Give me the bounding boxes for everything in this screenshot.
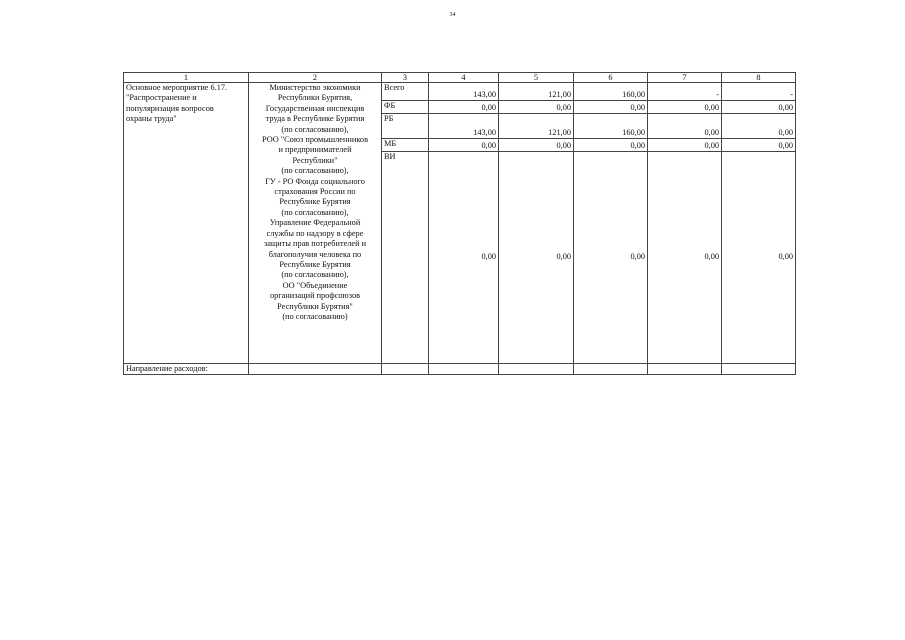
amount-cell: 0,00 [574,152,648,364]
empty-cell [648,364,722,375]
header-cell: 4 [429,73,499,83]
funding-source-label: ВИ [382,152,429,364]
amount-cell: - [648,83,722,101]
amount-cell: 143,00 [429,83,499,101]
amount-cell: 160,00 [574,114,648,139]
measure-name-line: "Распространение и [126,93,197,103]
funding-source-label: ФБ [382,101,429,114]
amount-cell: 121,00 [499,83,574,101]
executor-line: Республики" [292,155,338,165]
executor-line: защиты прав потребителей и [263,239,367,249]
header-cell: 8 [722,73,796,83]
executor-line: Республике Бурятия [279,197,351,207]
amount-cell: 0,00 [648,114,722,139]
header-cell: 5 [499,73,574,83]
amount-cell: 0,00 [648,152,722,364]
header-cell: 6 [574,73,648,83]
executor-line: ОО "Объединение [282,280,348,290]
executor-line: (по согласованию), [281,124,349,134]
page-number: 34 [449,12,456,18]
executor-line: и предпринимателей [278,145,352,155]
executor-line: Министерство экономики [269,83,361,92]
measure-name-line: охраны труда" [126,114,177,124]
funding-source-label: МБ [382,139,429,152]
amount-cell: 0,00 [429,152,499,364]
executor-line: службы по надзору в сфере [266,228,364,238]
executor-line: Республики Бурятия, [277,93,353,103]
amount-cell: 0,00 [499,139,574,152]
table-row [124,83,796,101]
executor-line: благополучия человека по [268,249,362,259]
executor-line: Управление Федеральной [269,218,361,228]
amount-cell: 143,00 [429,114,499,139]
empty-cell [574,364,648,375]
amount-cell: 0,00 [499,152,574,364]
amount-cell: 0,00 [722,101,796,114]
amount-cell: 0,00 [722,139,796,152]
executor-line: (по согласованию), [281,207,349,217]
measure-name-line: Основное мероприятие 6.17. [126,83,228,92]
executor-line: Республики Бурятия" [277,301,353,311]
executor-line: труда в Республике Бурятия [265,114,365,124]
expense-direction-label: Направление расходов: [124,364,249,375]
executor-line: РОО "Союз промышленников [261,135,368,145]
executor-line: Республике Бурятия [279,259,351,269]
funding-source-label: РБ [382,114,429,139]
amount-cell: 0,00 [648,101,722,114]
executor-line: (по согласованию) [282,311,348,321]
header-row [124,73,796,83]
funding-table [123,72,796,375]
header-cell: 7 [648,73,722,83]
header-cell: 2 [249,73,382,83]
header-cell: 3 [382,73,429,83]
empty-cell [722,364,796,375]
amount-cell: 0,00 [722,114,796,139]
amount-cell: 0,00 [429,139,499,152]
empty-cell [249,364,382,375]
empty-cell [382,364,429,375]
amount-cell: 0,00 [648,139,722,152]
executor-line: организаций профсоюзов [269,291,361,301]
amount-cell: 0,00 [499,101,574,114]
executor-cell [249,83,382,364]
measure-name-line: популяризация вопросов [126,103,214,113]
amount-cell: 0,00 [574,139,648,152]
executor-line: (по согласованию), [281,166,349,176]
executor-line: Государственная инспекция [265,103,365,113]
amount-cell: 0,00 [722,152,796,364]
amount-cell: - [722,83,796,101]
amount-cell: 0,00 [429,101,499,114]
header-cell: 1 [124,73,249,83]
empty-cell [429,364,499,375]
empty-cell [499,364,574,375]
amount-cell: 121,00 [499,114,574,139]
amount-cell: 0,00 [574,101,648,114]
amount-cell: 160,00 [574,83,648,101]
executor-line: (по согласованию), [281,270,349,280]
executor-line: ГУ - РО Фонда социального [265,176,365,186]
measure-name-cell [124,83,249,364]
table-row [124,364,796,375]
executor-line: страхования России по [274,187,356,197]
funding-source-label: Всего [382,83,429,101]
